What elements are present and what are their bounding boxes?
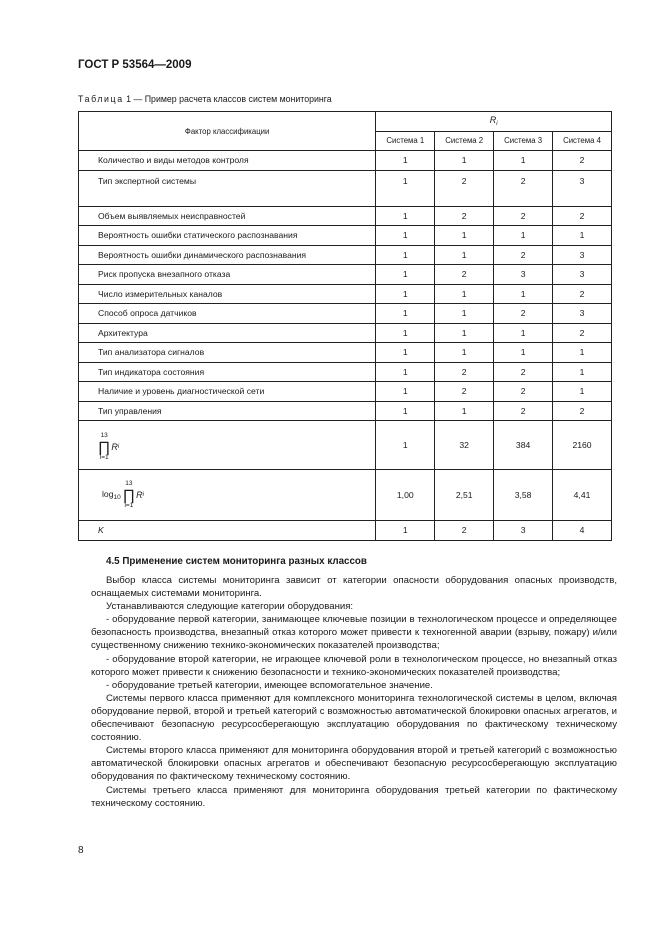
value-cell: 1 — [494, 226, 553, 246]
value-cell: 3 — [494, 521, 553, 541]
value-cell: 1 — [553, 382, 612, 402]
product-upper-limit: 13 — [125, 480, 133, 487]
factor-cell: Тип анализатора сигналов — [79, 343, 376, 363]
paragraph: - оборудование третьей категории, имеющее вспомогательное значение. — [106, 679, 433, 691]
value-cell: 1 — [553, 343, 612, 363]
table-caption-text: 1 — Пример расчета классов систем мониторинга — [126, 94, 332, 104]
value-cell: 1 — [435, 343, 494, 363]
header-factor: Фактор классификации — [79, 112, 376, 151]
value-cell: 1 — [435, 245, 494, 265]
value-cell: 1 — [376, 343, 435, 363]
value-cell: 2 — [494, 362, 553, 382]
table-row — [79, 226, 612, 246]
product-operator — [98, 433, 110, 461]
factor-cell: Количество и виды методов контроля — [79, 151, 376, 171]
table-row — [79, 304, 612, 324]
value-cell: 1 — [435, 226, 494, 246]
paragraph: Системы первого класса применяют для комплексного мониторинга технологической системы в целом, включая оборудование первой, второй и третьей категорий с возможностью автоматической блокировки опасных агрегатов, и обеспечивают безопасную ресурсосберегающую эксплуатацию оборудования по фактическому техническому состоянию. — [91, 692, 617, 744]
product-variable: R — [136, 490, 143, 500]
value-cell: 2 — [553, 206, 612, 226]
section-number: 4.5 — [106, 556, 120, 567]
value-cell: 1 — [376, 323, 435, 343]
paragraph: Выбор класса системы мониторинга зависит от категории опасности оборудования опасных производств, оснащаемых системами мониторинга. — [91, 575, 617, 600]
value-cell: 1 — [376, 521, 435, 541]
value-cell: 1 — [376, 170, 435, 206]
header-system: Система 3 — [494, 131, 553, 151]
header-system: Система 1 — [376, 131, 435, 151]
header-ri-symbol: R — [489, 115, 497, 126]
value-cell: 1 — [494, 151, 553, 171]
paragraph: - оборудование второй категории, не играющее ключевой роли в технологическом процессе, но внезапный отказ которого может привести к снижению безопасности и технико-экономических показателей производства; — [91, 653, 617, 678]
log-label — [102, 489, 121, 501]
value-cell: 1 — [435, 323, 494, 343]
table-row — [79, 382, 612, 402]
value-cell: 3 — [553, 245, 612, 265]
factor-cell: Тип индикатора состояния — [79, 362, 376, 382]
value-cell: 3 — [553, 170, 612, 206]
product-formula — [98, 433, 119, 461]
table-row — [79, 284, 612, 304]
value-cell: 4 — [553, 521, 612, 541]
factor-cell: Наличие и уровень диагностической сети — [79, 382, 376, 402]
factor-cell: Архитектура — [79, 323, 376, 343]
factor-cell: Тип экспертной системы — [79, 170, 376, 206]
value-cell: 2 — [553, 401, 612, 421]
table-row — [79, 265, 612, 285]
k-label-cell: K — [79, 521, 376, 541]
factor-cell: Вероятность ошибки динамического распознавания — [79, 245, 376, 265]
product-lower-limit: i=1 — [124, 501, 134, 509]
table-row-product — [79, 421, 612, 470]
value-cell: 2 — [494, 382, 553, 402]
value-cell: 1 — [494, 284, 553, 304]
table-row — [79, 170, 612, 206]
product-variable-subscript: i — [142, 492, 144, 498]
product-operator — [123, 481, 135, 509]
value-cell: 2 — [553, 284, 612, 304]
value-cell: 2 — [494, 304, 553, 324]
value-cell: 3 — [553, 265, 612, 285]
value-cell: 1 — [553, 362, 612, 382]
product-variable: R — [111, 442, 118, 452]
classification-table — [78, 111, 612, 541]
log-base: 10 — [113, 494, 121, 501]
value-cell: 1 — [376, 206, 435, 226]
value-cell: 1,00 — [376, 470, 435, 521]
value-cell: 1 — [494, 323, 553, 343]
value-cell: 3,58 — [494, 470, 553, 521]
section-title: Применение систем мониторинга разных классов — [122, 556, 367, 567]
page-number: 8 — [78, 845, 84, 856]
header-ri-subscript: i — [496, 121, 498, 128]
value-cell: 1 — [376, 284, 435, 304]
value-cell: 4,41 — [553, 470, 612, 521]
value-cell: 3 — [494, 265, 553, 285]
value-cell: 1 — [376, 382, 435, 402]
paragraph: - оборудование первой категории, занимающее ключевые позиции в технологическом процессе и определяющее безопасность производства, внезапный отказ которого может привести к техногенной аварии (взрыву, пожару) и/или существенному снижению технико-экономических показателей производства; — [91, 614, 617, 652]
value-cell: 2 — [553, 151, 612, 171]
value-cell: 2 — [435, 521, 494, 541]
value-cell: 1 — [376, 226, 435, 246]
paragraph: Системы второго класса применяют для мониторинга оборудования второй и третьей категорий с возможностью автоматической блокировки опасных агрегатов и обеспечивают безопасную ресурсосберегающую эксплуатацию оборудования по фактическому техническому состоянию. — [91, 745, 617, 783]
log-formula-cell — [79, 470, 376, 521]
value-cell: 2160 — [553, 421, 612, 470]
value-cell: 2,51 — [435, 470, 494, 521]
paragraph: Устанавливаются следующие категории оборудования: — [106, 601, 354, 613]
value-cell: 2 — [435, 170, 494, 206]
value-cell: 1 — [435, 284, 494, 304]
value-cell: 1 — [435, 304, 494, 324]
standard-header: ГОСТ Р 53564—2009 — [78, 59, 192, 71]
log-formula — [102, 481, 144, 509]
section-body — [91, 574, 617, 810]
table-caption — [78, 94, 332, 104]
table-row — [79, 151, 612, 171]
value-cell: 384 — [494, 421, 553, 470]
header-ri — [376, 112, 612, 132]
product-lower-limit: i=1 — [99, 453, 109, 461]
value-cell: 1 — [376, 304, 435, 324]
product-upper-limit: 13 — [100, 432, 108, 439]
factor-cell: Тип управления — [79, 401, 376, 421]
factor-cell: Способ опроса датчиков — [79, 304, 376, 324]
value-cell: 2 — [494, 245, 553, 265]
table-caption-label: Таблица — [78, 94, 124, 104]
product-variable-subscript: i — [117, 444, 120, 450]
factor-cell: Число измерительных каналов — [79, 284, 376, 304]
value-cell: 2 — [494, 401, 553, 421]
product-symbol: ∏ — [122, 486, 136, 504]
log-text: log — [102, 489, 114, 499]
paragraph: Системы третьего класса применяют для мониторинга оборудования третьей категории по фактическому техническому состоянию. — [91, 784, 617, 809]
header-system: Система 4 — [553, 131, 612, 151]
value-cell: 1 — [376, 421, 435, 470]
table-row — [79, 343, 612, 363]
product-formula-cell — [79, 421, 376, 470]
value-cell: 1 — [376, 401, 435, 421]
section-heading — [106, 556, 367, 567]
value-cell: 2 — [435, 362, 494, 382]
factor-cell: Риск пропуска внезапного отказа — [79, 265, 376, 285]
value-cell: 1 — [376, 362, 435, 382]
table-row-log — [79, 470, 612, 521]
table-row — [79, 206, 612, 226]
value-cell: 1 — [553, 226, 612, 246]
value-cell: 2 — [494, 170, 553, 206]
value-cell: 1 — [435, 401, 494, 421]
value-cell: 1 — [435, 151, 494, 171]
value-cell: 2 — [435, 206, 494, 226]
table-row — [79, 323, 612, 343]
table-row-k — [79, 521, 612, 541]
value-cell: 1 — [376, 151, 435, 171]
value-cell: 1 — [376, 245, 435, 265]
factor-cell: Вероятность ошибки статического распознавания — [79, 226, 376, 246]
value-cell: 3 — [553, 304, 612, 324]
header-system: Система 2 — [435, 131, 494, 151]
value-cell: 2 — [435, 265, 494, 285]
table-row — [79, 245, 612, 265]
value-cell: 2 — [553, 323, 612, 343]
value-cell: 2 — [494, 206, 553, 226]
value-cell: 1 — [494, 343, 553, 363]
value-cell: 1 — [376, 265, 435, 285]
table-row — [79, 401, 612, 421]
value-cell: 32 — [435, 421, 494, 470]
product-symbol: ∏ — [98, 438, 111, 456]
value-cell: 2 — [435, 382, 494, 402]
factor-cell: Объем выявляемых неисправностей — [79, 206, 376, 226]
table-row — [79, 362, 612, 382]
